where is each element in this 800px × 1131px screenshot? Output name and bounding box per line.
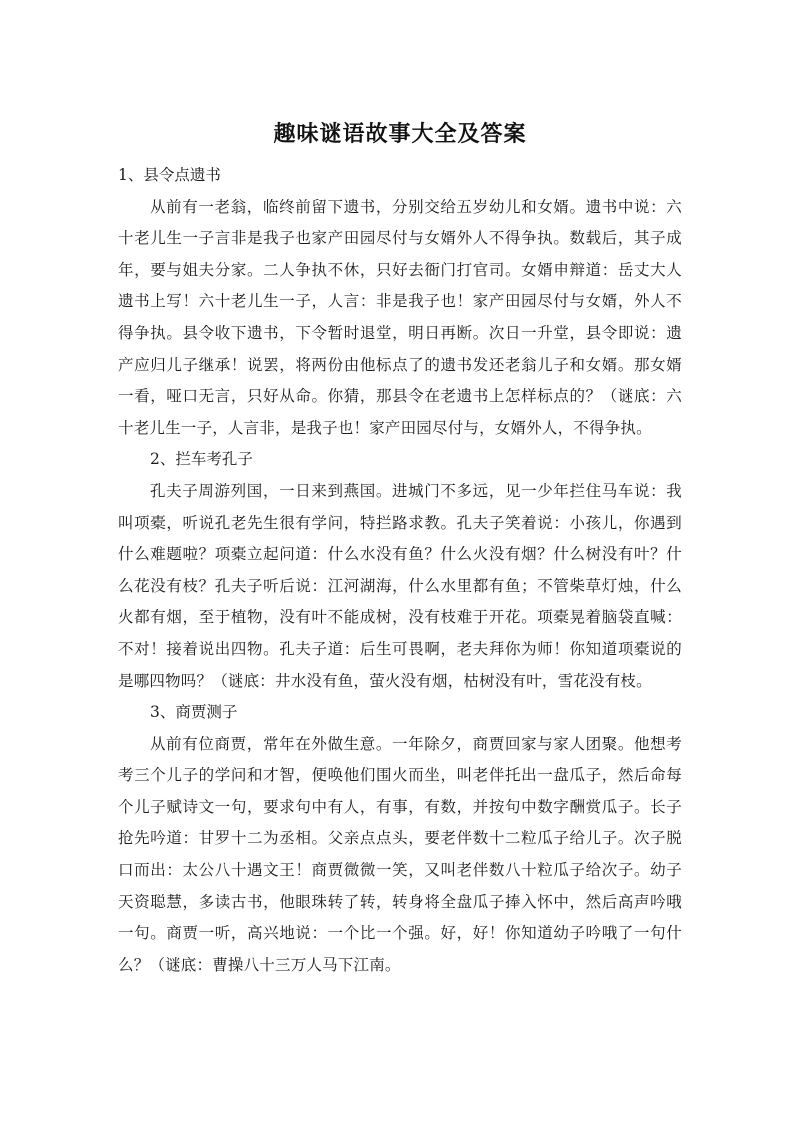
section-heading: 3、商贾测子 (150, 703, 238, 722)
story-section-3 (118, 697, 682, 981)
story-section-1 (118, 160, 682, 444)
section-paragraph: 从前有位商贾，常年在外做生意。一年除夕，商贾回家与家人团聚。他想考考三个儿子的学问和才智，便唤他们围火而坐，叫老伴托出一盘瓜子，然后命每个儿子赋诗文一句，要求句中有人，有事，有数，并按句中数字酬赏瓜子。长子抢先吟道：甘罗十二为丞相。父亲点点头，要老伴数十二粒瓜子给儿子。次子脱口而出：太公八十遇文王！商贾微微一笑，又叫老伴数八十粒瓜子给次子。幼子天资聪慧，多读古书，他眼珠转了转，转身将全盘瓜子捧入怀中，然后高声吟哦一句。商贾一听，高兴地说：一个比一个强。好，好！你知道幼子吟哦了一句什么？（谜底：曹操八十三万人马下江南。 (118, 734, 682, 974)
section-paragraph: 从前有一老翁，临终前留下遗书，分别交给五岁幼儿和女婿。遗书中说：六十老儿生一子言非是我子也家产田园尽付与女婿外人不得争执。数载后，其子成年，要与姐夫分家。二人争执不休，只好去衙门打官司。女婿申辩道：岳丈大人遗书上写！六十老儿生一子，人言：非是我子也！家产田园尽付与女婿，外人不得争执。县令收下遗书，下令暂时退堂，明日再断。次日一升堂，县令即说：遗产应归儿子继承！说罢，将两份由他标点了的遗书发还老翁儿子和女婿。那女婿一看，哑口无言，只好从命。你猜，那县令在老遗书上怎样标点的？（谜底：六十老儿生一子，人言非，是我子也！家产田园尽付与，女婿外人，不得争执。 (118, 197, 682, 437)
document-body (118, 160, 682, 981)
section-paragraph: 孔夫子周游列国，一日来到燕国。进城门不多远，见一少年拦住马车说：我叫项橐，听说孔老先生很有学问，特拦路求教。孔夫子笑着说：小孩儿，你遇到什么难题啦？项橐立起问道：什么水没有鱼？什么火没有烟？什么树没有叶？什么花没有枝？孔夫子听后说：江河湖海，什么水里都有鱼；不管柴草灯烛，什么火都有烟，至于植物，没有叶不能成树，没有枝难于开花。项橐晃着脑袋直喊：不对！接着说出四物。孔夫子道：后生可畏啊，老夫拜你为师！你知道项橐说的是哪四物吗？（谜底：井水没有鱼，萤火没有烟，枯树没有叶，雪花没有枝。 (118, 481, 682, 690)
story-section-2 (118, 444, 682, 697)
section-heading: 1、县令点遗书 (118, 166, 221, 184)
section-heading: 2、拦车考孔子 (150, 450, 253, 469)
document-title: 趣味谜语故事大全及答案 (273, 122, 527, 147)
